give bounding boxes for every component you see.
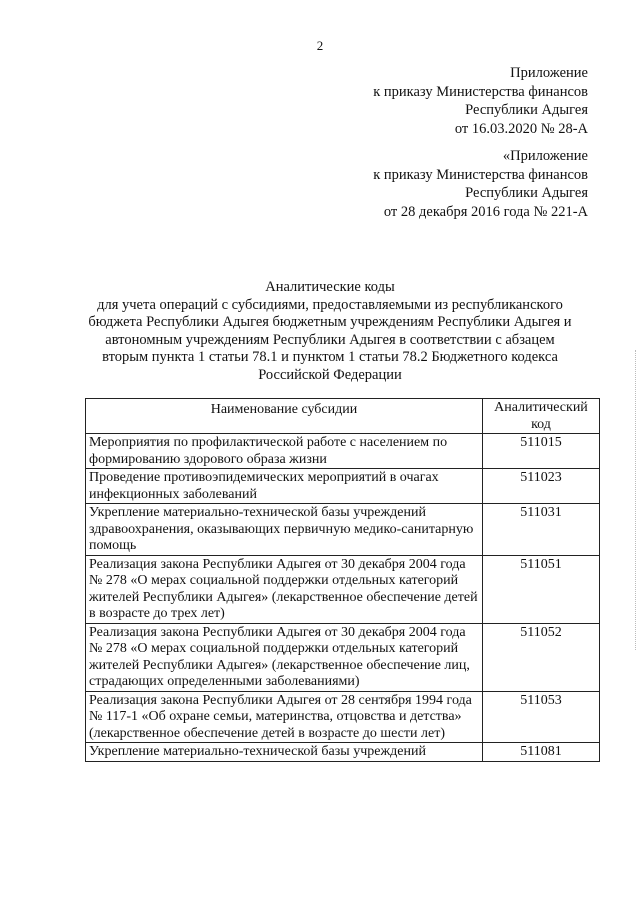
table-row — [86, 623, 600, 691]
appendix-line: Приложение — [510, 65, 588, 81]
appendix-line: к приказу Министерства финансов — [373, 166, 588, 183]
table-header-row — [86, 399, 600, 434]
appendix-line: Республики Адыгея — [465, 102, 588, 118]
analytic-code-cell: 511051 — [483, 555, 600, 623]
heading-title: Аналитические коды — [265, 279, 395, 295]
heading-line: для учета операций с субсидиями, предоставляемыми из республиканского — [97, 296, 563, 313]
header-analytic-code — [483, 399, 600, 434]
subsidy-name-cell: Укрепление материально-технической базы учреждений здравоохранения, оказывающих первичную медико-санитарную помощь — [86, 504, 483, 556]
appendix-block-current — [373, 64, 588, 138]
appendix-line: Республики Адыгея — [465, 185, 588, 201]
appendix-line: к приказу Министерства финансов — [373, 83, 588, 100]
scan-margin-artifact — [634, 350, 636, 650]
header-code-line: код — [531, 416, 551, 432]
analytic-code-cell: 511031 — [483, 504, 600, 556]
table-row — [86, 504, 600, 556]
heading-line: автономным учреждениям Республики Адыгея в соответствии с абзацем — [105, 331, 555, 348]
subsidy-name-cell: Реализация закона Республики Адыгея от 28 сентября 1994 года № 117-1 «Об охране семьи, материнства, отцовства и детства» (лекарственное обеспечение детей в возрасте до шести лет) — [86, 691, 483, 743]
table-row — [86, 691, 600, 743]
heading-line: вторым пункта 1 статьи 78.1 и пунктом 1 статьи 78.2 Бюджетного кодекса — [102, 349, 558, 365]
subsidy-name-cell: Реализация закона Республики Адыгея от 30 декабря 2004 года № 278 «О мерах социальной поддержки отдельных категорий жителей Республики Адыгея» (лекарственное обеспечение детей в возрасте до трех лет) — [86, 555, 483, 623]
analytic-code-cell: 511015 — [483, 434, 600, 469]
subsidy-name-cell: Реализация закона Республики Адыгея от 30 декабря 2004 года № 278 «О мерах социальной поддержки отдельных категорий жителей Республики Адыгея» (лекарственное обеспечение лиц, страдающих определенными заболеваниями) — [86, 623, 483, 691]
subsidy-name-cell: Укрепление материально-технической базы учреждений — [86, 743, 483, 762]
heading-line: бюджета Республики Адыгея бюджетным учреждениям Республики Адыгея и — [88, 314, 572, 330]
table-row — [86, 555, 600, 623]
header-code-line: Аналитический — [494, 400, 588, 415]
appendix-line: от 16.03.2020 № 28-А — [454, 120, 588, 137]
subsidy-codes-table — [85, 398, 600, 762]
document-heading — [60, 279, 600, 384]
table-row — [86, 434, 600, 469]
analytic-code-cell: 511023 — [483, 469, 600, 504]
table-row — [86, 743, 600, 762]
header-subsidy-name: Наименование субсидии — [86, 399, 483, 434]
subsidy-name-cell: Мероприятия по профилактической работе с населением по формированию здорового образа жизни — [86, 434, 483, 469]
appendix-block-original — [373, 147, 588, 221]
subsidy-name-cell: Проведение противоэпидемических мероприятий в очагах инфекционных заболеваний — [86, 469, 483, 504]
analytic-code-cell: 511053 — [483, 691, 600, 743]
appendix-line: «Приложение — [502, 148, 588, 164]
analytic-code-cell: 511081 — [483, 743, 600, 762]
page-number: 2 — [316, 38, 324, 53]
analytic-code-cell: 511052 — [483, 623, 600, 691]
table-row — [86, 469, 600, 504]
appendix-line: от 28 декабря 2016 года № 221-А — [383, 203, 588, 220]
heading-line: Российской Федерации — [258, 366, 402, 383]
